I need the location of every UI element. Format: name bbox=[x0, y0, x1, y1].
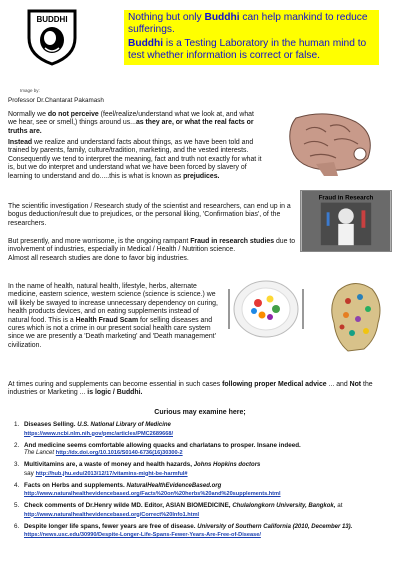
headline-box bbox=[124, 10, 379, 65]
paragraph-fraud: But presently, and more worrisome, is the ongoing rampant Fraud in research studies due to involvement of industries, especially in Medical / Health / Nutrition science. Almost all research studies are done to favor big industries. bbox=[8, 238, 296, 262]
pills-plate-image bbox=[224, 275, 308, 345]
brain-image bbox=[276, 110, 388, 176]
reference-item: 6. Despite longer life spans, fewer years are free of disease. University of Southern California (2010, December 13). https://news.usc.edu/30990/Despite-Longer-Life-Spans-Fewer-Years-Are-Free-of-Disease/ bbox=[14, 522, 353, 538]
reference-item: 2. And medicine seems comfortable allowing quacks and charlatans to prosper. Insane indeed. The Lancet http://dx.doi.org/10.1016/S0140-6736(16)30300-2 bbox=[14, 441, 301, 456]
pill-head-image bbox=[318, 277, 392, 357]
paragraph-perception: Normally we do not perceive (feel/realize/understand what we look at, and what we hear, see or smell,) things around us...as they are, or what the real facts or truths are. bbox=[8, 111, 254, 135]
reference-link[interactable]: https://www.ncbi.nlm.nih.gov/pmc/articles/PMC2689668/ bbox=[24, 430, 173, 437]
logo-text: BUDDHI bbox=[36, 15, 68, 24]
paragraph-research: The scientific investigation / Research study of the scientist and researchers, can end up in a bogus deduction/result due to prejudices, or the personal liking, 'Confirmation bias', of the researchers. bbox=[8, 203, 291, 227]
reference-link[interactable]: http://www.naturalhealthevidencebased.org/Correct%20Info1.html bbox=[24, 511, 200, 518]
reference-link[interactable]: http://hub.jhu.edu/2013/12/17/vitamins-might-be-harmful# bbox=[35, 470, 188, 477]
reference-link[interactable]: http://dx.doi.org/10.1016/S0140-6736(16)30300-2 bbox=[55, 450, 183, 456]
reference-item: 4. Facts on Herbs and supplements. NaturalHealthEvidenceBased.org http://www.naturalhealthevidencebased.org/Facts%20on%20herbs%20and%20supplements.html bbox=[14, 481, 281, 497]
buddhi-logo bbox=[26, 8, 78, 66]
fraud-label: Fraud in Research bbox=[318, 194, 374, 202]
fraud-research-image bbox=[300, 190, 392, 252]
paragraph-health-fraud: In the name of health, natural health, lifestyle, herbs, alternate medicine, eastern science, western science (science is science.) we will likely be swayed to increase unnecessary dependency on curing, health products devices, and on eating supplements instead of natural food. This is a Health Fraud Scam for selling diseases and cures which is not a crime in our present social health care system since we are presently a 'Death marketing' and 'Death management' civilization. bbox=[8, 283, 218, 349]
headline-2: Buddhi is a Testing Laboratory in the human mind to test whether information is correct or false. bbox=[128, 37, 367, 62]
headline-1: Nothing but only Buddhi can help mankind to reduce sufferings. bbox=[128, 12, 368, 36]
paragraph-prejudices: Instead we realize and understand facts about things, as we have been told and trained by parents, family, culture/tradition, marketing, and the vested interests. Consequently we tend to interpret the meaning, fact and truth not exactly for what it is, but we do interpret and understand what we have been forced by slavery of learning to understand and do.....this is what is known as prejudices. bbox=[8, 139, 262, 180]
reference-link[interactable]: http://www.naturalhealthevidencebased.org/Facts%20on%20herbs%20and%20supplements.html bbox=[24, 491, 281, 497]
image-caption: Image by: bbox=[20, 88, 40, 93]
paragraph-medical-advice: At times curing and supplements can become essential in such cases following proper Medical advice ... and Not the industries or Marketing ... is logic / Buddhi. bbox=[8, 381, 373, 397]
reference-link[interactable]: https://news.usc.edu/30990/Despite-Longer-Life-Spans-Fewer-Years-Are-Free-of-Disease/ bbox=[24, 532, 261, 538]
references-heading: Curious may examine here; bbox=[154, 409, 246, 416]
author-name: Professor Dr.Chantarat Pakamash bbox=[8, 97, 104, 104]
references-list bbox=[14, 421, 390, 543]
reference-item: 3. Multivitamins are, a waste of money and health hazards, Johns Hopkins doctors say http://hub.jhu.edu/2013/12/17/vitamins-might-be-harmful# bbox=[14, 461, 261, 477]
reference-item: 5. Check comments of Dr.Henry wilde MD. Editor, ASIAN BIOMEDICINE, Chulalongkorn University, Bangkok, at http://www.naturalhealthevidencebased.org/Correct%20Info1.html bbox=[14, 502, 343, 518]
reference-item: 1. Diseases Selling. U.S. National Library of Medicine https://www.ncbi.nlm.nih.gov/pmc/articles/PMC2689668/ bbox=[14, 421, 173, 437]
